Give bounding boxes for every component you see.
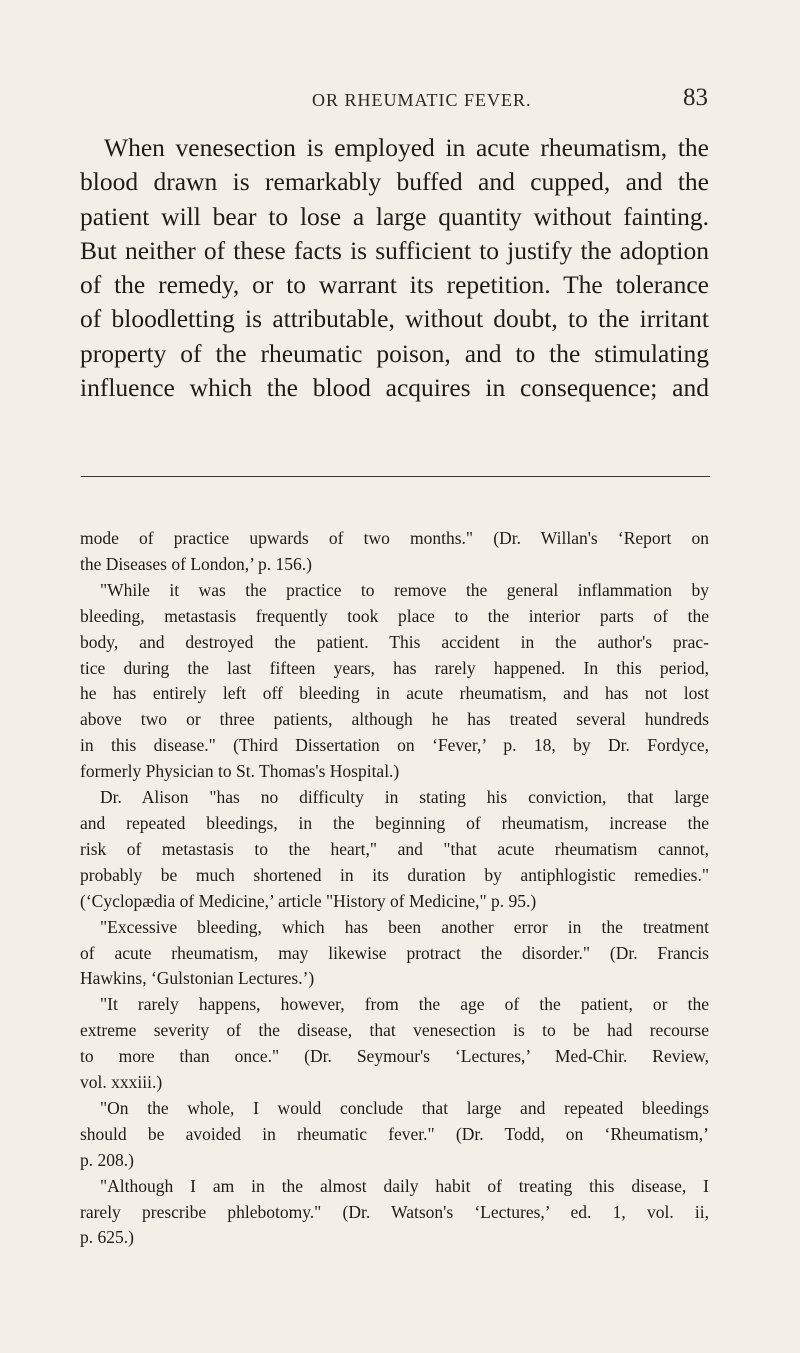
body-line: of bloodletting is attributable, without doubt, to the irritant (80, 304, 709, 334)
footnote-line: vol. xxxiii.) (80, 1072, 163, 1093)
footnote-line: the Diseases of London,’ p. 156.) (80, 553, 312, 574)
footnote-line: p. 208.) (80, 1149, 134, 1170)
footnote-line: to more than once." (Dr. Seymour's ‘Lectures,’ Med-Chir. Review, (80, 1046, 709, 1067)
main-paragraph (80, 131, 709, 405)
body-line: influence which the blood acquires in consequence; and (80, 373, 709, 403)
body-line: property of the rheumatic poison, and to the stimulating (80, 338, 709, 368)
footnote-line: (‘Cyclopædia of Medicine,’ article "History of Medicine," p. 95.) (80, 890, 537, 911)
footnote-line: extreme severity of the disease, that venesection is to be had recourse (80, 1020, 709, 1041)
body-line: patient will bear to lose a large quantity without fainting. (80, 201, 709, 231)
footnote-line: body, and destroyed the patient. This accident in the author's prac- (80, 631, 709, 652)
page-number: 83 (683, 84, 708, 111)
footnote-line: above two or three patients, although he has treated several hundreds (80, 709, 709, 730)
footnote-line: Dr. Alison "has no difficulty in stating his conviction, that large (100, 787, 709, 808)
footnote-line: mode of practice upwards of two months." (Dr. Willan's ‘Report on (80, 528, 709, 548)
footnote-line: probably be much shortened in its duration by antiphlogistic remedies." (80, 864, 709, 885)
footnote-line: "Excessive bleeding, which has been another error in the treatment (100, 916, 709, 937)
footnotes (80, 526, 709, 1251)
footnote-line: tice during the last fifteen years, has rarely happened. In this period, (80, 657, 709, 678)
body-line: When venesection is employed in acute rheumatism, the (104, 133, 709, 162)
footnote-line: he has entirely left off bleeding in acute rheumatism, and has not lost (80, 683, 709, 704)
footnote-line: in this disease." (Third Dissertation on ‘Fever,’ p. 18, by Dr. Fordyce, (80, 735, 709, 756)
footnote-line: should be avoided in rheumatic fever." (Dr. Todd, on ‘Rheumatism,’ (80, 1123, 709, 1144)
footnote-line: rarely prescribe phlebotomy." (Dr. Watson's ‘Lectures,’ ed. 1, vol. ii, (80, 1201, 709, 1222)
footnote-divider (81, 476, 710, 477)
body-line: of the remedy, or to warrant its repetition. The tolerance (80, 270, 709, 300)
footnote-line: Hawkins, ‘Gulstonian Lectures.’) (80, 968, 315, 989)
body-line: blood drawn is remarkably buffed and cupped, and the (80, 167, 709, 197)
body-line: But neither of these facts is sufficient to justify the adoption (80, 235, 709, 265)
footnote-line: "It rarely happens, however, from the age of the patient, or the (100, 994, 709, 1015)
footnote-line: "On the whole, I would conclude that large and repeated bleedings (100, 1097, 709, 1118)
footnote-line: and repeated bleedings, in the beginning of rheumatism, increase the (80, 812, 709, 833)
running-head (0, 84, 800, 114)
footnote-line: formerly Physician to St. Thomas's Hospital.) (80, 761, 400, 782)
footnote-line: bleeding, metastasis frequently took place to the interior parts of the (80, 605, 709, 626)
running-head-title: OR RHEUMATIC FEVER. (312, 90, 532, 110)
footnote-line: "While it was the practice to remove the general inflammation by (100, 579, 709, 600)
footnote-line: of acute rheumatism, may likewise protract the disorder." (Dr. Francis (80, 942, 709, 963)
footnote-line: p. 625.) (80, 1227, 134, 1248)
footnote-line: risk of metastasis to the heart," and "that acute rheumatism cannot, (80, 838, 709, 859)
footnote-line: "Although I am in the almost daily habit of treating this disease, I (100, 1175, 709, 1196)
